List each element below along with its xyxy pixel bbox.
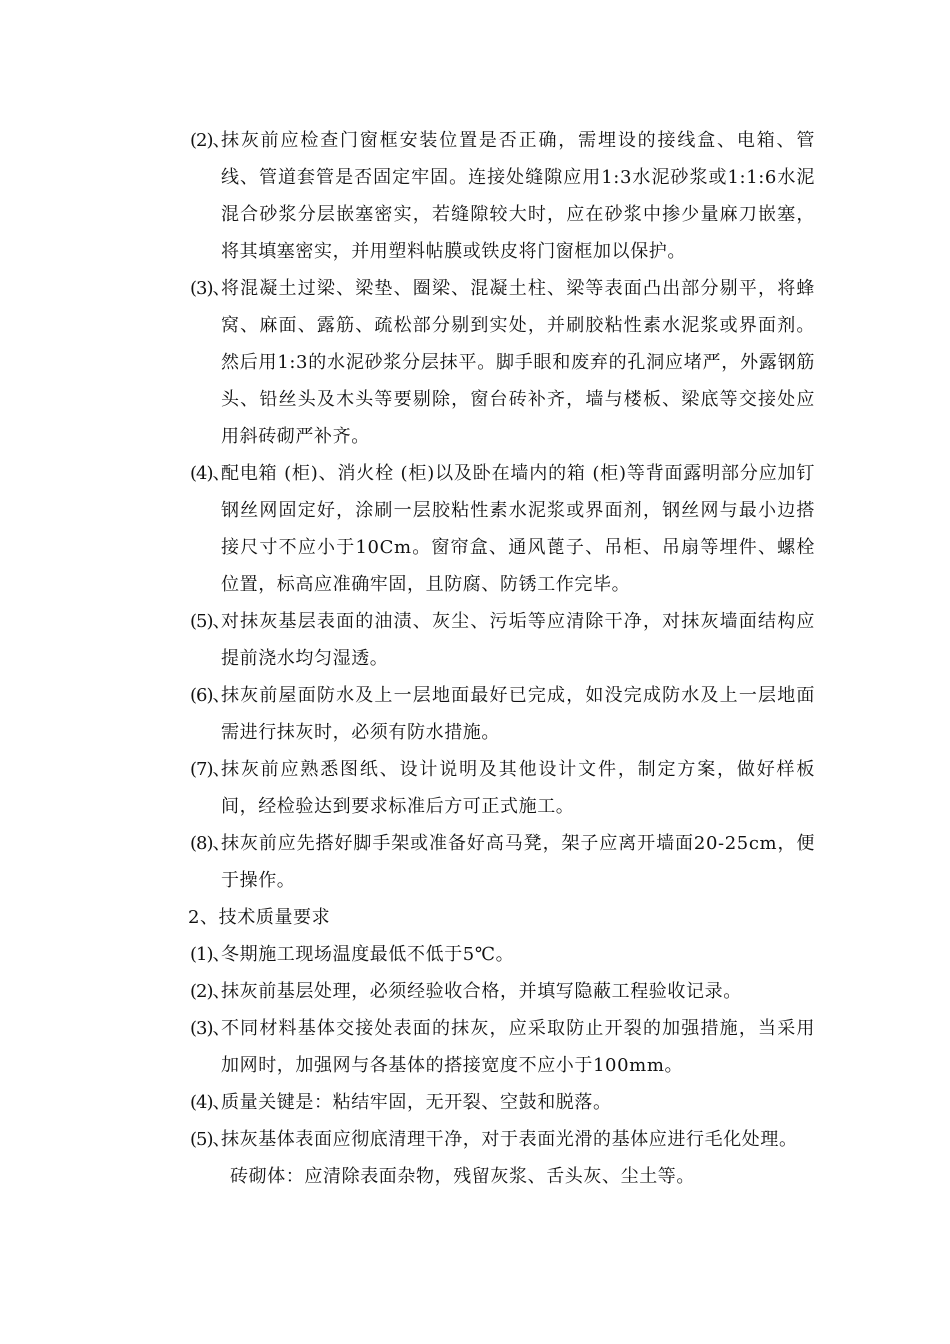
list-item	[190, 751, 815, 825]
list-item	[190, 936, 815, 973]
item-number: (5)、	[190, 1129, 230, 1150]
item-number: (2)、	[190, 130, 230, 151]
list-item	[190, 677, 815, 751]
list-item	[190, 1121, 815, 1158]
list-item	[190, 603, 815, 677]
sub-paragraph: 砖砌体：应清除表面杂物，残留灰浆、舌头灰、尘土等。	[230, 1166, 695, 1187]
item-text: 质量关键是：粘结牢固，无开裂、空鼓和脱落。	[221, 1092, 612, 1113]
item-text: 对抹灰基层表面的油渍、灰尘、污垢等应清除干净，对抹灰墙面结构应提前浇水均匀湿透。	[221, 611, 815, 669]
item-number: (3)、	[190, 278, 230, 299]
item-number: (4)、	[190, 463, 230, 484]
item-number: (1)、	[190, 944, 230, 965]
list-item	[190, 973, 815, 1010]
item-text: 抹灰前基层处理，必须经验收合格，并填写隐蔽工程验收记录。	[221, 981, 742, 1002]
item-text: 配电箱 (柜)、消火栓 (柜)以及卧在墙内的箱 (柜)等背面露明部分应加钉钢丝网固定好，涂刷一层胶粘性素水泥浆或界面剂，钢丝网与最小边搭接尺寸不应小于10Cm。窗帘盒、通风蓖子、吊柜、吊扇等埋件、螺栓位置，标高应准确牢固，且防腐、防锈工作完毕。	[221, 463, 815, 595]
list-item	[190, 122, 815, 270]
list-item	[190, 1010, 815, 1084]
item-number: (4)、	[190, 1092, 230, 1113]
item-text: 抹灰前应熟悉图纸、设计说明及其他设计文件，制定方案，做好样板间，经检验达到要求标准后方可正式施工。	[221, 759, 815, 817]
item-text: 将混凝土过梁、梁垫、圈梁、混凝土柱、梁等表面凸出部分剔平，将蜂窝、麻面、露筋、疏松部分剔到实处，并刷胶粘性素水泥浆或界面剂。然后用1:3的水泥砂浆分层抹平。脚手眼和废弃的孔洞应堵严，外露钢筋头、铅丝头及木头等要剔除，窗台砖补齐，墙与楼板、梁底等交接处应用斜砖砌严补齐。	[221, 278, 815, 447]
item-number: (6)、	[190, 685, 230, 706]
item-text: 抹灰前屋面防水及上一层地面最好已完成，如没完成防水及上一层地面需进行抹灰时，必须有防水措施。	[221, 685, 815, 743]
list-item	[190, 455, 815, 603]
item-text: 抹灰前应先搭好脚手架或准备好高马凳，架子应离开墙面20-25cm，便于操作。	[221, 833, 815, 891]
item-text: 抹灰基体表面应彻底清理干净，对于表面光滑的基体应进行毛化处理。	[221, 1129, 798, 1150]
item-number: (3)、	[190, 1018, 230, 1039]
item-number: (2)、	[190, 981, 230, 1002]
document-body	[190, 122, 815, 1195]
list-item	[190, 270, 815, 455]
item-text: 不同材料基体交接处表面的抹灰，应采取防止开裂的加强措施，当采用加网时，加强网与各基体的搭接宽度不应小于100mm。	[221, 1018, 815, 1076]
item-text: 抹灰前应检查门窗框安装位置是否正确，需埋设的接线盒、电箱、管线、管道套管是否固定牢固。连接处缝隙应用1:3水泥砂浆或1:1:6水泥混合砂浆分层嵌塞密实，若缝隙较大时，应在砂浆中掺少量麻刀嵌塞，将其填塞密实，并用塑料帖膜或铁皮将门窗框加以保护。	[221, 130, 815, 262]
list-item	[190, 825, 815, 899]
item-text: 冬期施工现场温度最低不低于5℃。	[221, 944, 515, 965]
item-number: (7)、	[190, 759, 230, 780]
list-item	[190, 1084, 815, 1121]
section-heading: 2、技术质量要求	[188, 907, 331, 928]
item-number: (8)、	[190, 833, 230, 854]
item-number: (5)、	[190, 611, 230, 632]
